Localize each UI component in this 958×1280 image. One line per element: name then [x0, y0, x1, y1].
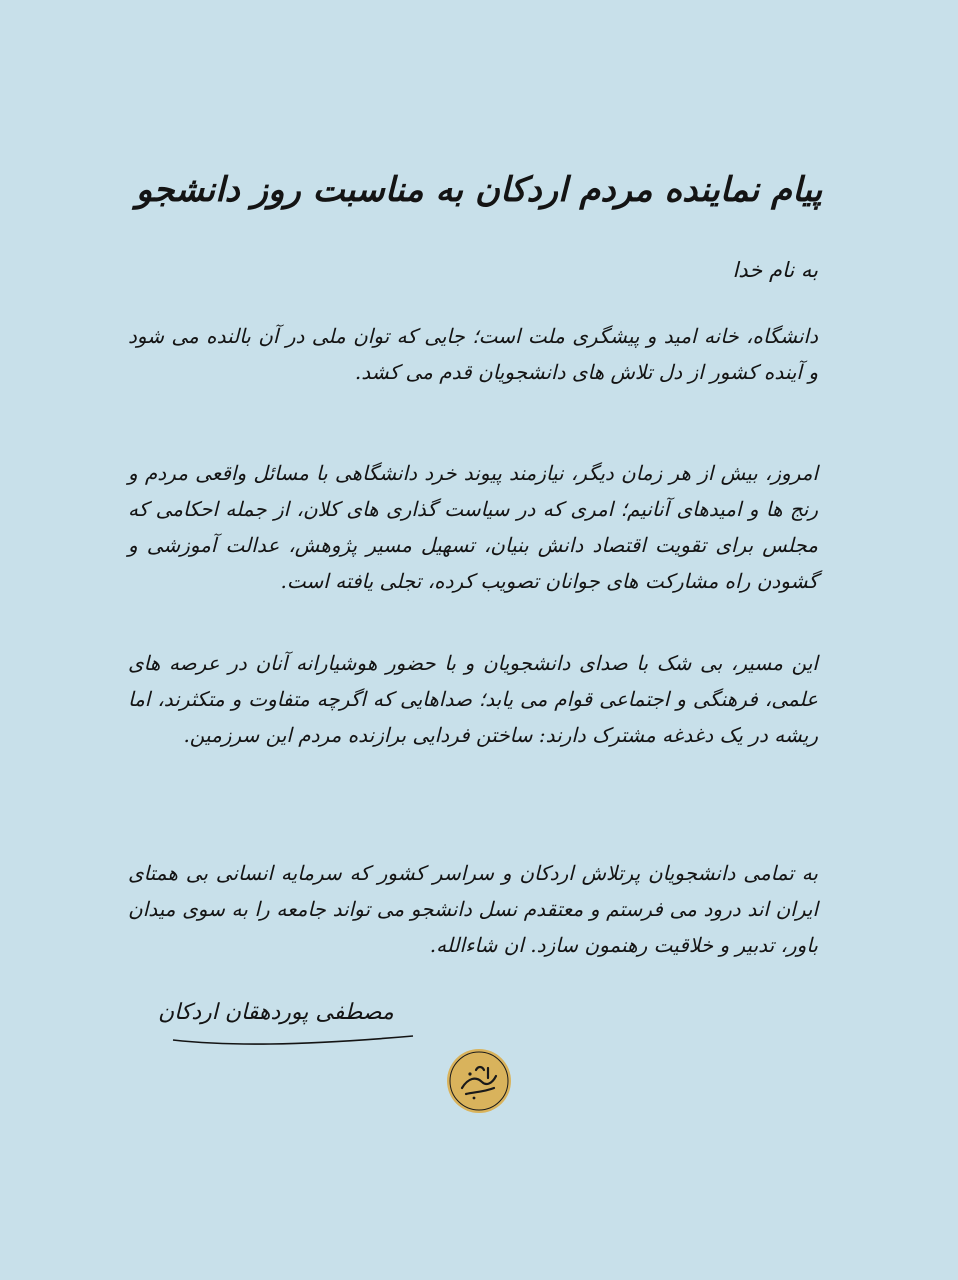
- paragraph-1: دانشگاه، خانه امید و پیشگری ملت است؛ جایی که توان ملی در آن بالنده می شود و آینده کشور از دل تلاش های دانشجویان قدم می کشد.: [128, 324, 818, 384]
- bismillah-line: به نام خدا: [732, 258, 818, 282]
- paragraph-3: این مسیر، بی شک با صدای دانشجویان و با حضور هوشیارانه آنان در عرصه های علمی، فرهنگی و اجتماعی قوام می یابد؛ صداهایی که اگرچه متفاوت و متکثرند، اما ریشه در یک دغدغه مشترک دارند: ساختن فردایی برازنده مردم این سرزمین.: [128, 651, 818, 747]
- paragraph-4: به تمامی دانشجویان پرتلاش اردکان و سراسر کشور که سرمایه انسانی بی همتای ایران اند درود می فرستم و معتقدم نسل دانشجو می تواند جامعه را به سوی میدان باور، تدبیر و خلاقیت رهنمون سازد. ان شاءالله.: [128, 861, 818, 957]
- signature-flourish-icon: [168, 1012, 418, 1052]
- letter-title: پیام نماینده مردم اردکان به مناسبت روز دانشجو: [135, 170, 823, 210]
- signature-name: مصطفی پوردهقان اردکان: [158, 1000, 394, 1025]
- seal-logo-icon: [446, 1048, 512, 1114]
- paragraph-2: امروز، بیش از هر زمان دیگر، نیازمند پیوند خرد دانشگاهی با مسائل واقعی مردم و رنج ها و امیدهای آنانیم؛ امری که در سیاست گذاری های کلان، از جمله احکامی که مجلس برای تقویت اقتصاد دانش بنیان، تسهیل مسیر پژوهش، عدالت آموزشی و گشودن راه مشارکت های جوانان تصویب کرده، تجلی یافته است.: [128, 461, 818, 593]
- signature-block: [158, 1000, 418, 1060]
